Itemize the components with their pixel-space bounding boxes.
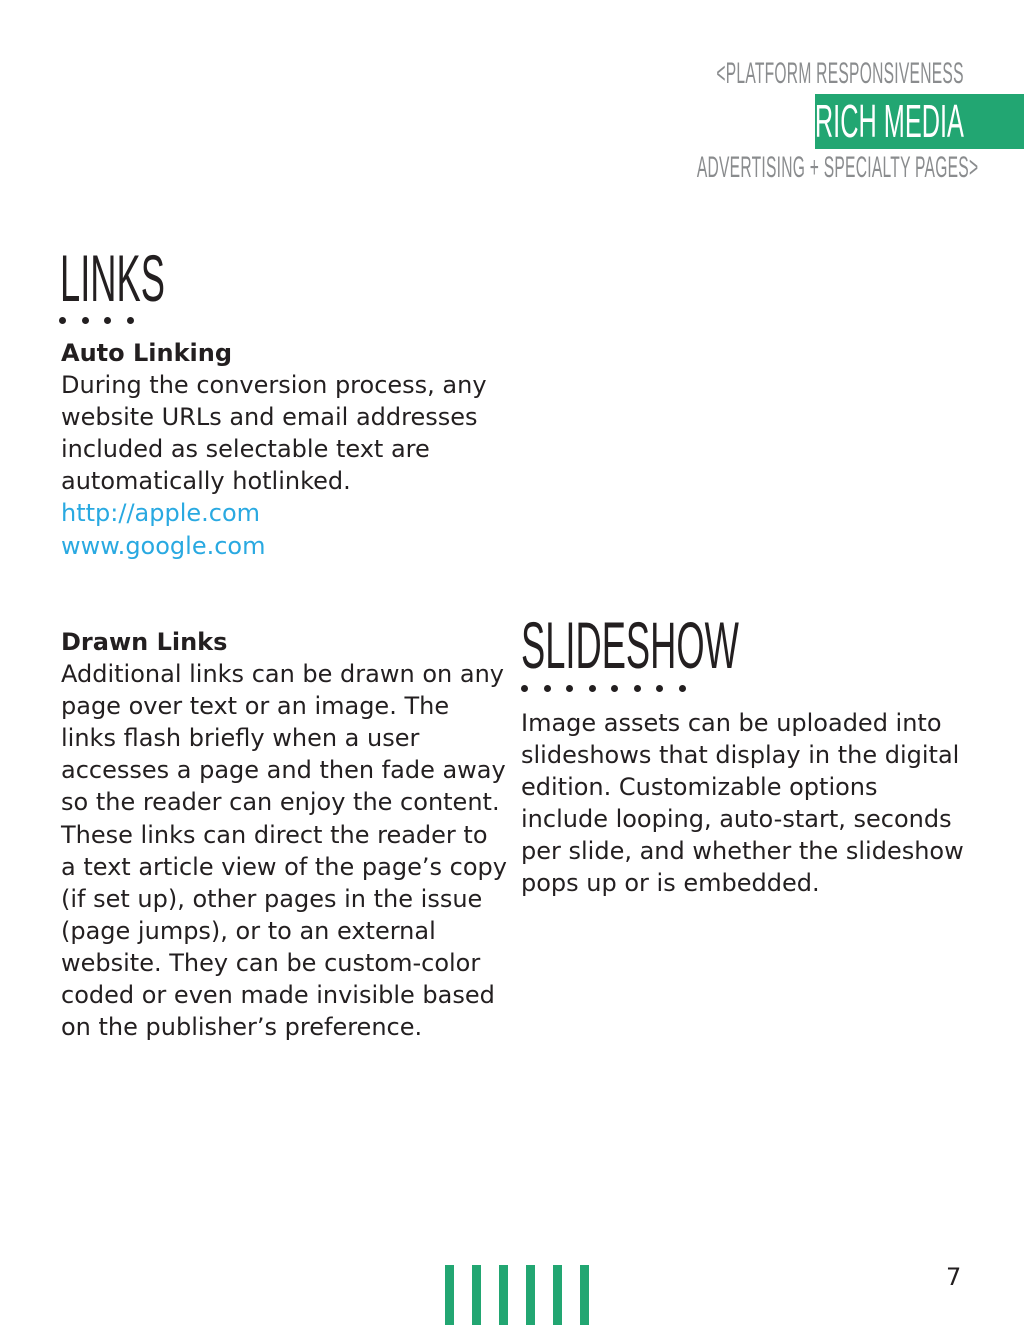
divider-dot xyxy=(127,317,134,324)
slideshow-heading: SLIDESHOW xyxy=(521,608,739,682)
example-link-google[interactable]: www.google.com xyxy=(61,531,266,560)
auto-linking-block xyxy=(61,337,506,562)
divider-dot xyxy=(82,317,89,324)
page-number: 7 xyxy=(946,1263,962,1291)
footer-stripe xyxy=(445,1265,454,1325)
nav-current-section: RICH MEDIA xyxy=(815,95,964,147)
divider-dot xyxy=(59,317,66,324)
divider-dot xyxy=(566,685,573,692)
divider-dot xyxy=(521,685,528,692)
auto-linking-title: Auto Linking xyxy=(61,339,233,367)
footer-stripe xyxy=(526,1265,535,1325)
divider-dot xyxy=(611,685,618,692)
auto-linking-body: During the conversion process, any website URLs and email addresses included as selectable text are automatically hotlinked. xyxy=(61,371,487,496)
divider-dot xyxy=(104,317,111,324)
links-heading-dots xyxy=(59,317,134,324)
footer-stripe xyxy=(553,1265,562,1325)
drawn-links-title: Drawn Links xyxy=(61,628,228,656)
drawn-links-block xyxy=(61,626,509,1043)
divider-dot xyxy=(634,685,641,692)
footer-stripe xyxy=(580,1265,589,1325)
footer-stripe xyxy=(499,1265,508,1325)
example-link-apple[interactable]: http://apple.com xyxy=(61,499,261,528)
divider-dot xyxy=(679,685,686,692)
divider-dot xyxy=(656,685,663,692)
divider-dot xyxy=(544,685,551,692)
slideshow-block xyxy=(521,707,966,900)
nav-next-section[interactable]: ADVERTISING + SPECIALTY PAGES> xyxy=(696,151,978,184)
slideshow-heading-dots xyxy=(521,685,686,692)
drawn-links-body: Additional links can be drawn on any page over text or an image. The links flash briefly when a user accesses a page and then fade away so the reader can enjoy the content. These links can direct the reader to a text article view of the page’s copy (if set up), other pages in the issue (page jumps), or to an external website. They can be custom-color coded or even made invisible based on the publisher’s preference. xyxy=(61,660,507,1042)
footer-stripe-decoration xyxy=(445,1265,589,1325)
slideshow-body: Image assets can be uploaded into slideshows that display in the digital edition. Customizable options include looping, auto-start, seconds per slide, and whether the slideshow pops up or is embedded. xyxy=(521,709,964,898)
footer-stripe xyxy=(472,1265,481,1325)
links-heading: LINKS xyxy=(60,241,165,315)
nav-previous-section[interactable]: <PLATFORM RESPONSIVENESS xyxy=(716,57,964,90)
divider-dot xyxy=(589,685,596,692)
